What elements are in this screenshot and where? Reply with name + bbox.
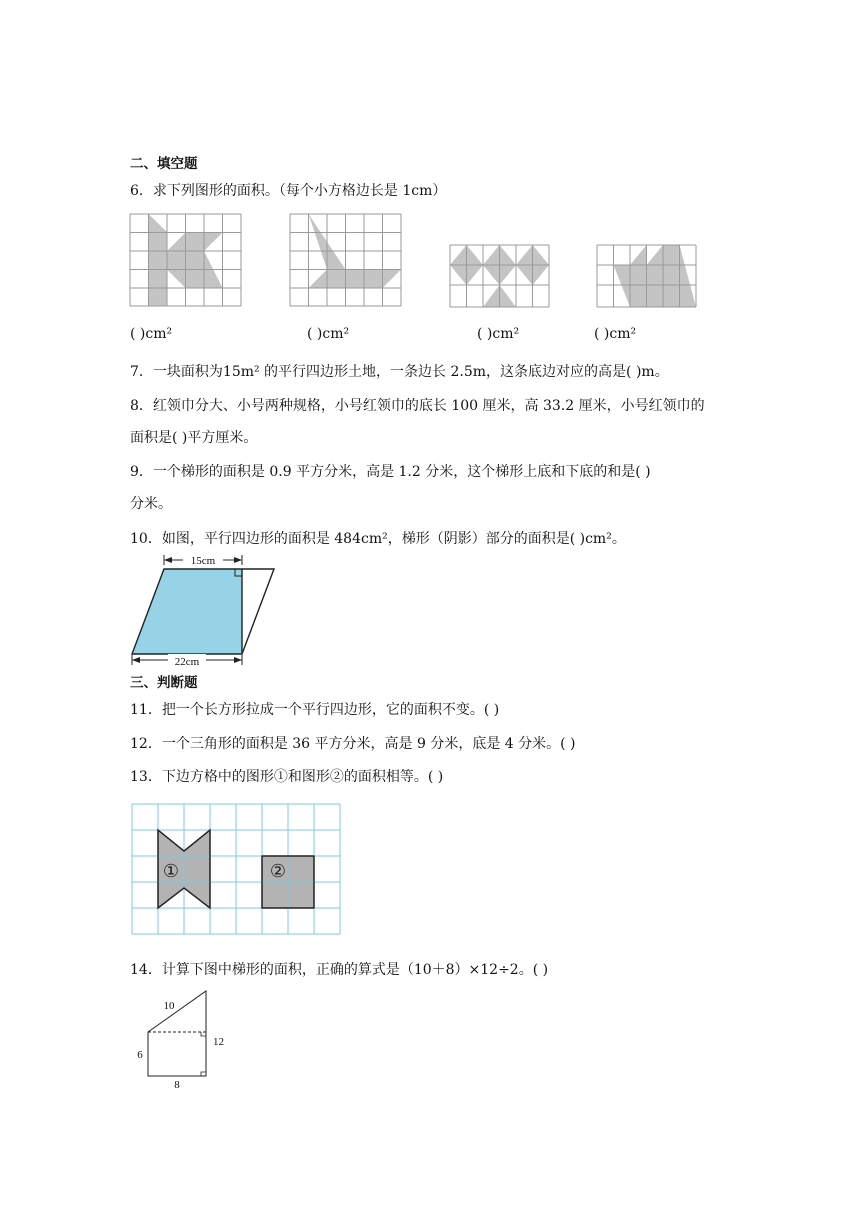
question-8-line-1: 8．红领巾分大、小号两种规格，小号红领巾的底长 100 厘米，高 33.2 厘米，小号红领巾的 — [130, 398, 705, 414]
question-6: 6．求下列图形的面积。（每个小方格边长是 1cm） — [130, 183, 447, 199]
shape-1-label: ① — [162, 861, 180, 882]
q13-figure — [132, 804, 342, 936]
question-11: 11．把一个长方形拉成一个平行四边形，它的面积不变。( ) — [130, 702, 500, 718]
q14-figure — [132, 988, 232, 1092]
question-7: 7．一块面积为15m² 的平行四边形土地，一条边长 2.5m，这条底边对应的高是( )m。 — [130, 364, 669, 380]
q6-figure-4 — [597, 245, 696, 307]
section-title-fill-blank: 二、填空题 — [130, 156, 198, 172]
question-9-line-2: 分米。 — [130, 496, 172, 512]
q10-figure — [128, 552, 278, 668]
q6-figure-1 — [130, 214, 242, 306]
shape-2-label: ② — [269, 861, 287, 882]
question-9-line-1: 9．一个梯形的面积是 0.9 平方分米，高是 1.2 分米，这个梯形上底和下底的和是( ) — [130, 464, 651, 480]
q14-left-label: 6 — [137, 1049, 143, 1061]
q6-answer-2[interactable]: ( )cm² — [307, 326, 350, 342]
q6-answer-3[interactable]: ( )cm² — [477, 326, 520, 342]
section-title-true-false: 三、判断题 — [130, 675, 198, 691]
q14-slant-label: 10 — [163, 1000, 175, 1012]
question-10: 10．如图，平行四边形的面积是 484cm²，梯形（阴影）部分的面积是( )cm²。 — [130, 531, 626, 547]
question-8-line-2: 面积是( )平方厘米。 — [130, 430, 258, 446]
q10-top-label: 15cm — [190, 555, 216, 567]
q14-bottom-label: 8 — [174, 1079, 180, 1091]
q6-figure-3 — [450, 245, 549, 307]
q6-answer-4[interactable]: ( )cm² — [594, 326, 637, 342]
q6-figure-2 — [290, 214, 402, 306]
question-12: 12．一个三角形的面积是 36 平方分米，高是 9 分米，底是 4 分米。( ) — [130, 736, 576, 752]
question-14: 14．计算下图中梯形的面积，正确的算式是（10＋8）×12÷2。( ) — [130, 962, 549, 978]
q10-bottom-label: 22cm — [174, 656, 200, 668]
question-13: 13．下边方格中的图形①和图形②的面积相等。( ) — [130, 769, 444, 785]
q14-height-label: 12 — [213, 1036, 224, 1048]
q6-answer-1[interactable]: ( )cm² — [130, 326, 173, 342]
